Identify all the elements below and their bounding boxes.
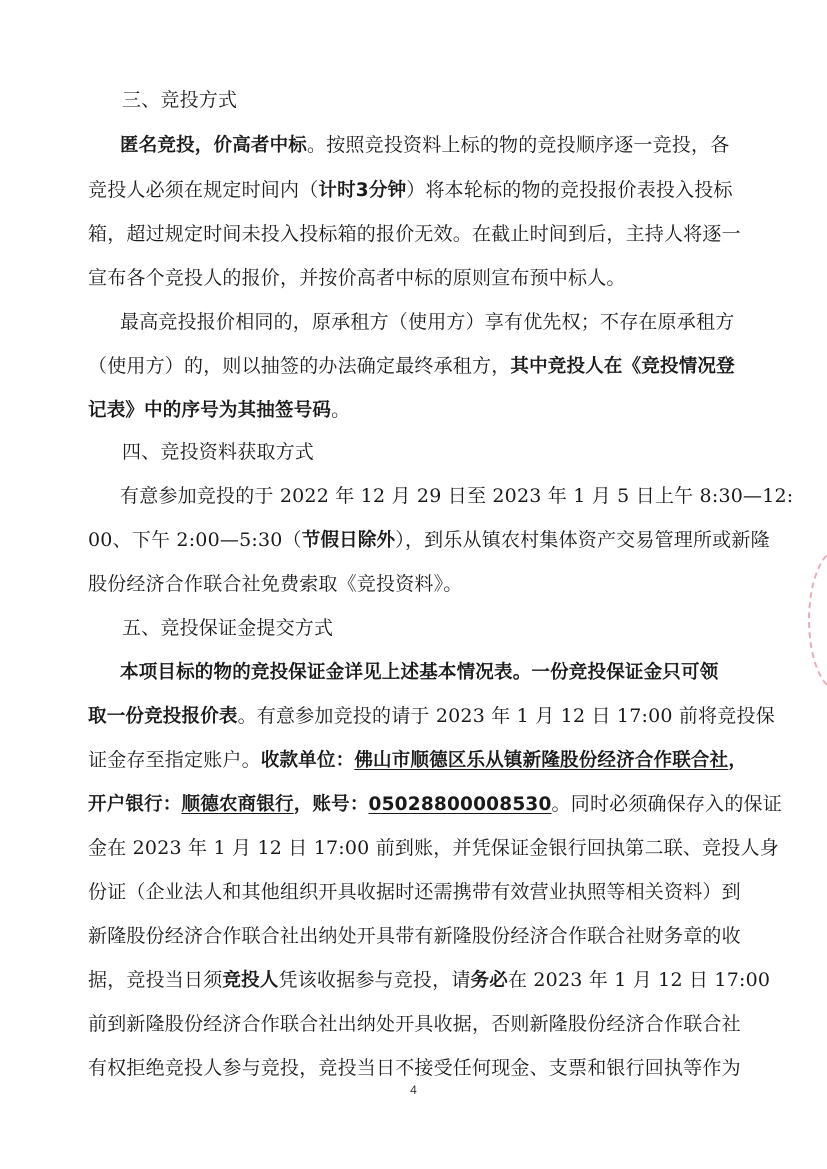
text: 凭该收据参与竞投，请 [278,969,471,991]
heading-text: 四、竞投资料获取方式 [122,441,315,463]
bold-text: 记表》中的序号为其抽签号码 [88,400,332,421]
paragraph-line [120,660,768,685]
section-heading-5 [122,616,802,640]
paragraph-line [88,792,782,817]
text: 据，竞投当日须 [88,969,223,991]
bold-text: 竞投人 [222,970,279,991]
bold-text: 开户银行： [88,794,182,815]
paragraph-line: 有意参加竞投的于 2022 年 12 月 29 日至 2023 年 1 月 5 日上午 8:30—12: [120,485,794,507]
section-heading-3 [122,88,802,112]
account-number: 05028800008530 [368,794,552,815]
bold-text: 节假日除外 [301,530,396,551]
paragraph-line [88,748,768,773]
text: 。同时必须确保存入的保证 [551,793,782,815]
text: 00、下午 2:00—5:30（ [88,529,302,551]
bold-text: 收款单位： [260,750,355,771]
text: 证金存至指定账户。 [88,749,261,771]
paragraph-line [120,133,768,158]
heading-text: 五、竞投保证金提交方式 [122,617,334,639]
bold-text: 其中竞投人在《竞投情况登 [510,356,735,377]
bold-text: 务必 [470,970,508,991]
bold-text: 取一份竞投报价表 [88,706,238,727]
paragraph-line: 箱，超过规定时间未投入投标箱的报价无效。在截止时间到后，主持人将逐一 [88,223,741,245]
bold-text: 本项目标的物的竞投保证金详见上述基本情况表。一份竞投保证金只可领 [120,662,719,683]
paragraph-line [88,178,768,203]
text: ）将本轮标的物的竞投报价表投入投标 [406,179,733,201]
heading-text: 三、竞投方式 [122,89,238,111]
paragraph-line: 最高竞投报价相同的，原承租方（使用方）享有优先权；不存在原承租方 [120,311,735,333]
paragraph-line: 新隆股份经济合作联合社出纳处开具带有新隆股份经济合作联合社财务章的收 [88,925,741,947]
text: 。 [331,399,351,421]
paragraph-line: 宣布各个竞投人的报价，并按价高者中标的原则宣布预中标人。 [88,267,626,289]
text: ， [728,750,748,771]
paragraph-line: 前到新隆股份经济合作联合社出纳处开具收据，否则新隆股份经济合作联合社 [88,1013,741,1035]
paragraph-line [88,968,771,993]
paragraph-line: 股份经济合作联合社免费索取《竞投资料》。 [88,573,463,595]
text: ），到乐从镇农村集体资产交易管理所或新隆 [395,529,770,551]
paragraph-line: 金在 2023 年 1 月 12 日 17:00 前到账，并凭保证金银行回执第二联、竞投人身 [88,837,779,859]
paragraph-line [88,704,775,729]
bold-text: 计时3分钟 [318,180,407,201]
seal-stamp-fragment [808,548,827,692]
text: ，账号： [293,794,369,815]
bold-text: 匿名竞投，价高者中标 [120,135,308,156]
text: （使用方）的，则以抽签的办法确定最终承租方， [88,355,511,377]
text: 。按照竞投资料上标的物的竞投顺序逐一竞投，各 [307,134,730,156]
paragraph-line [88,528,768,553]
paragraph-line [88,398,768,423]
section-heading-4 [122,440,802,464]
text: 在 2023 年 1 月 12 日 17:00 [507,969,771,991]
text: 。有意参加竞投的请于 2023 年 1 月 12 日 17:00 前将竞投保 [237,705,775,727]
paragraph-line [88,354,768,379]
paragraph-line: 有权拒绝竞投人参与竞投，竞投当日不接受任何现金、支票和银行回执等作为 [88,1057,741,1079]
paragraph-line: 份证（企业法人和其他组织开具收据时还需携带有效营业执照等相关资料）到 [88,881,741,903]
text: 竞投人必须在规定时间内（ [88,179,319,201]
page-number: 4 [410,1083,417,1097]
payee-name: 佛山市顺德区乐从镇新隆股份经济合作联合社 [354,750,729,771]
bank-name: 顺德农商银行 [181,794,294,815]
